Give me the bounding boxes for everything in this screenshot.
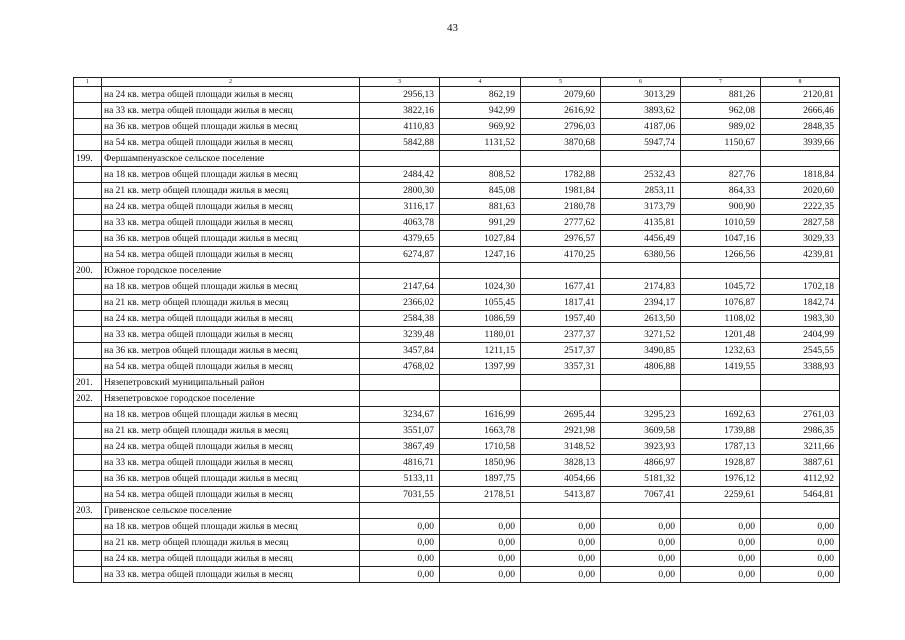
- table-row: [74, 103, 840, 119]
- value-cell: 1710,58: [440, 439, 521, 455]
- section-row: [74, 263, 840, 279]
- value-cell: 2259,61: [681, 487, 761, 503]
- section-title: Фершампенуазское сельское поселение: [102, 151, 360, 167]
- value-cell: 2986,35: [761, 423, 840, 439]
- value-cell: 1692,63: [681, 407, 761, 423]
- row-label: на 21 кв. метр общей площади жилья в месяц: [102, 183, 360, 199]
- value-cell: 2120,81: [761, 87, 840, 103]
- value-cell: 4456,49: [601, 231, 681, 247]
- value-cell: 1928,87: [681, 455, 761, 471]
- table-row: [74, 535, 840, 551]
- value-cell: 2584,38: [360, 311, 440, 327]
- row-label: на 36 кв. метров общей площади жилья в месяц: [102, 119, 360, 135]
- row-label: на 24 кв. метра общей площади жилья в месяц: [102, 439, 360, 455]
- column-number: 8: [761, 78, 840, 87]
- value-cell: 1739,88: [681, 423, 761, 439]
- table-row: [74, 167, 840, 183]
- value-cell: 3923,93: [601, 439, 681, 455]
- empty-cell: [440, 151, 521, 167]
- value-cell: 0,00: [521, 567, 601, 583]
- value-cell: 2853,11: [601, 183, 681, 199]
- table-row: [74, 231, 840, 247]
- table-row: [74, 295, 840, 311]
- value-cell: 3357,31: [521, 359, 601, 375]
- section-row: [74, 391, 840, 407]
- value-cell: 1817,41: [521, 295, 601, 311]
- column-number: 7: [681, 78, 761, 87]
- value-cell: 2921,98: [521, 423, 601, 439]
- page-number: 43: [447, 22, 458, 34]
- column-number: 5: [521, 78, 601, 87]
- value-cell: 4768,02: [360, 359, 440, 375]
- empty-index-cell: [74, 295, 102, 311]
- value-cell: 5413,87: [521, 487, 601, 503]
- value-cell: 3490,85: [601, 343, 681, 359]
- value-cell: 2377,37: [521, 327, 601, 343]
- value-cell: 2956,13: [360, 87, 440, 103]
- table-row: [74, 247, 840, 263]
- table-row: [74, 87, 840, 103]
- value-cell: 2079,60: [521, 87, 601, 103]
- empty-index-cell: [74, 359, 102, 375]
- empty-cell: [761, 151, 840, 167]
- value-cell: 3239,48: [360, 327, 440, 343]
- row-label: на 33 кв. метра общей площади жилья в месяц: [102, 455, 360, 471]
- value-cell: 1232,63: [681, 343, 761, 359]
- value-cell: 4063,78: [360, 215, 440, 231]
- value-cell: 3148,52: [521, 439, 601, 455]
- empty-cell: [601, 151, 681, 167]
- value-cell: 3029,33: [761, 231, 840, 247]
- empty-index-cell: [74, 455, 102, 471]
- row-label: на 54 кв. метра общей площади жилья в месяц: [102, 359, 360, 375]
- table-row: [74, 455, 840, 471]
- value-cell: 0,00: [761, 567, 840, 583]
- row-label: на 21 кв. метр общей площади жилья в месяц: [102, 295, 360, 311]
- empty-cell: [521, 503, 601, 519]
- value-cell: 2174,83: [601, 279, 681, 295]
- value-cell: 7067,41: [601, 487, 681, 503]
- value-cell: 5464,81: [761, 487, 840, 503]
- value-cell: 0,00: [601, 567, 681, 583]
- value-cell: 0,00: [601, 535, 681, 551]
- table-row: [74, 183, 840, 199]
- value-cell: 1677,41: [521, 279, 601, 295]
- empty-cell: [521, 151, 601, 167]
- row-label: на 54 кв. метра общей площади жилья в месяц: [102, 487, 360, 503]
- empty-cell: [360, 263, 440, 279]
- value-cell: 7031,55: [360, 487, 440, 503]
- row-label: на 18 кв. метров общей площади жилья в месяц: [102, 279, 360, 295]
- empty-cell: [681, 503, 761, 519]
- value-cell: 1055,45: [440, 295, 521, 311]
- empty-index-cell: [74, 311, 102, 327]
- value-cell: 2777,62: [521, 215, 601, 231]
- value-cell: 4170,25: [521, 247, 601, 263]
- value-cell: 4866,97: [601, 455, 681, 471]
- value-cell: 4187,06: [601, 119, 681, 135]
- empty-index-cell: [74, 535, 102, 551]
- value-cell: 3116,17: [360, 199, 440, 215]
- value-cell: 4110,83: [360, 119, 440, 135]
- value-cell: 0,00: [360, 519, 440, 535]
- value-cell: 3388,93: [761, 359, 840, 375]
- value-cell: 3893,62: [601, 103, 681, 119]
- value-cell: 0,00: [681, 551, 761, 567]
- empty-index-cell: [74, 247, 102, 263]
- value-cell: 5133,11: [360, 471, 440, 487]
- tariff-table: [73, 77, 840, 583]
- value-cell: 3457,84: [360, 343, 440, 359]
- value-cell: 4112,92: [761, 471, 840, 487]
- value-cell: 2222,35: [761, 199, 840, 215]
- value-cell: 1047,16: [681, 231, 761, 247]
- column-number: 6: [601, 78, 681, 87]
- value-cell: 0,00: [440, 567, 521, 583]
- value-cell: 3013,29: [601, 87, 681, 103]
- empty-index-cell: [74, 407, 102, 423]
- value-cell: 5181,32: [601, 471, 681, 487]
- value-cell: 2147,64: [360, 279, 440, 295]
- value-cell: 2178,51: [440, 487, 521, 503]
- row-label: на 24 кв. метра общей площади жилья в месяц: [102, 87, 360, 103]
- row-label: на 24 кв. метра общей площади жилья в месяц: [102, 551, 360, 567]
- value-cell: 0,00: [521, 551, 601, 567]
- value-cell: 4239,81: [761, 247, 840, 263]
- value-cell: 0,00: [681, 567, 761, 583]
- value-cell: 3295,23: [601, 407, 681, 423]
- value-cell: 864,33: [681, 183, 761, 199]
- row-label: на 18 кв. метров общей площади жилья в месяц: [102, 407, 360, 423]
- value-cell: 1045,72: [681, 279, 761, 295]
- value-cell: 3211,66: [761, 439, 840, 455]
- value-cell: 4054,66: [521, 471, 601, 487]
- value-cell: 0,00: [440, 551, 521, 567]
- empty-cell: [440, 263, 521, 279]
- value-cell: 2616,92: [521, 103, 601, 119]
- row-label: на 18 кв. метров общей площади жилья в месяц: [102, 519, 360, 535]
- empty-cell: [601, 375, 681, 391]
- section-row: [74, 503, 840, 519]
- empty-index-cell: [74, 487, 102, 503]
- value-cell: 2394,17: [601, 295, 681, 311]
- value-cell: 942,99: [440, 103, 521, 119]
- value-cell: 900,90: [681, 199, 761, 215]
- table-row: [74, 551, 840, 567]
- empty-index-cell: [74, 87, 102, 103]
- value-cell: 2517,37: [521, 343, 601, 359]
- value-cell: 0,00: [681, 519, 761, 535]
- value-cell: 1663,78: [440, 423, 521, 439]
- empty-cell: [360, 151, 440, 167]
- empty-cell: [440, 503, 521, 519]
- value-cell: 1150,67: [681, 135, 761, 151]
- value-cell: 1397,99: [440, 359, 521, 375]
- value-cell: 3887,61: [761, 455, 840, 471]
- table-row: [74, 135, 840, 151]
- value-cell: 0,00: [601, 551, 681, 567]
- value-cell: 1818,84: [761, 167, 840, 183]
- value-cell: 0,00: [440, 535, 521, 551]
- value-cell: 2848,35: [761, 119, 840, 135]
- value-cell: 5947,74: [601, 135, 681, 151]
- value-cell: 2484,42: [360, 167, 440, 183]
- row-label: на 54 кв. метра общей площади жилья в месяц: [102, 135, 360, 151]
- empty-cell: [761, 263, 840, 279]
- row-label: на 54 кв. метра общей площади жилья в месяц: [102, 247, 360, 263]
- value-cell: 1027,84: [440, 231, 521, 247]
- value-cell: 3870,68: [521, 135, 601, 151]
- value-cell: 1981,84: [521, 183, 601, 199]
- value-cell: 5842,88: [360, 135, 440, 151]
- section-title: Нязепетровское городское поселение: [102, 391, 360, 407]
- value-cell: 2800,30: [360, 183, 440, 199]
- row-label: на 33 кв. метра общей площади жилья в месяц: [102, 215, 360, 231]
- row-label: на 33 кв. метра общей площади жилья в месяц: [102, 103, 360, 119]
- value-cell: 1842,74: [761, 295, 840, 311]
- value-cell: 2695,44: [521, 407, 601, 423]
- value-cell: 881,26: [681, 87, 761, 103]
- table-row: [74, 439, 840, 455]
- section-index: 200.: [74, 263, 102, 279]
- empty-cell: [681, 263, 761, 279]
- empty-index-cell: [74, 279, 102, 295]
- empty-index-cell: [74, 519, 102, 535]
- empty-cell: [440, 391, 521, 407]
- row-label: на 36 кв. метров общей площади жилья в месяц: [102, 231, 360, 247]
- value-cell: 4379,65: [360, 231, 440, 247]
- value-cell: 845,08: [440, 183, 521, 199]
- value-cell: 0,00: [761, 519, 840, 535]
- value-cell: 4806,88: [601, 359, 681, 375]
- value-cell: 1108,02: [681, 311, 761, 327]
- table-row: [74, 471, 840, 487]
- empty-cell: [601, 503, 681, 519]
- value-cell: 808,52: [440, 167, 521, 183]
- value-cell: 2666,46: [761, 103, 840, 119]
- row-label: на 33 кв. метра общей площади жилья в месяц: [102, 327, 360, 343]
- table-row: [74, 327, 840, 343]
- section-index: 202.: [74, 391, 102, 407]
- value-cell: 0,00: [440, 519, 521, 535]
- empty-index-cell: [74, 439, 102, 455]
- table-row: [74, 359, 840, 375]
- value-cell: 1180,01: [440, 327, 521, 343]
- value-cell: 2761,03: [761, 407, 840, 423]
- row-label: на 21 кв. метр общей площади жилья в месяц: [102, 535, 360, 551]
- section-title: Гривенское сельское поселение: [102, 503, 360, 519]
- section-index: 201.: [74, 375, 102, 391]
- value-cell: 2404,99: [761, 327, 840, 343]
- table-row: [74, 311, 840, 327]
- empty-index-cell: [74, 343, 102, 359]
- value-cell: 0,00: [521, 519, 601, 535]
- row-label: на 36 кв. метров общей площади жилья в месяц: [102, 343, 360, 359]
- empty-cell: [761, 503, 840, 519]
- table-body: [74, 78, 840, 583]
- value-cell: 991,29: [440, 215, 521, 231]
- empty-index-cell: [74, 215, 102, 231]
- value-cell: 3828,13: [521, 455, 601, 471]
- table-row: [74, 215, 840, 231]
- value-cell: 0,00: [360, 535, 440, 551]
- value-cell: 881,63: [440, 199, 521, 215]
- section-row: [74, 375, 840, 391]
- row-label: на 24 кв. метра общей площади жилья в месяц: [102, 199, 360, 215]
- value-cell: 1201,48: [681, 327, 761, 343]
- column-number: 2: [102, 78, 360, 87]
- column-number-row: [74, 78, 840, 87]
- value-cell: 0,00: [601, 519, 681, 535]
- column-number: 3: [360, 78, 440, 87]
- value-cell: 3609,58: [601, 423, 681, 439]
- value-cell: 6380,56: [601, 247, 681, 263]
- empty-cell: [360, 375, 440, 391]
- empty-cell: [681, 375, 761, 391]
- value-cell: 3271,52: [601, 327, 681, 343]
- value-cell: 3867,49: [360, 439, 440, 455]
- value-cell: 1850,96: [440, 455, 521, 471]
- value-cell: 0,00: [360, 567, 440, 583]
- value-cell: 862,19: [440, 87, 521, 103]
- empty-index-cell: [74, 103, 102, 119]
- table-row: [74, 519, 840, 535]
- value-cell: 827,76: [681, 167, 761, 183]
- value-cell: 1024,30: [440, 279, 521, 295]
- table-row: [74, 343, 840, 359]
- value-cell: 2366,02: [360, 295, 440, 311]
- value-cell: 1211,15: [440, 343, 521, 359]
- value-cell: 6274,87: [360, 247, 440, 263]
- value-cell: 1787,13: [681, 439, 761, 455]
- value-cell: 1983,30: [761, 311, 840, 327]
- column-number: 4: [440, 78, 521, 87]
- table-row: [74, 199, 840, 215]
- value-cell: 1247,16: [440, 247, 521, 263]
- empty-index-cell: [74, 567, 102, 583]
- empty-cell: [360, 391, 440, 407]
- section-title: Нязепетровский муниципальный район: [102, 375, 360, 391]
- empty-cell: [521, 263, 601, 279]
- value-cell: 1010,59: [681, 215, 761, 231]
- value-cell: 1131,52: [440, 135, 521, 151]
- value-cell: 2976,57: [521, 231, 601, 247]
- value-cell: 3939,66: [761, 135, 840, 151]
- empty-cell: [601, 263, 681, 279]
- empty-cell: [681, 151, 761, 167]
- empty-index-cell: [74, 183, 102, 199]
- table-row: [74, 423, 840, 439]
- empty-index-cell: [74, 551, 102, 567]
- table-row: [74, 279, 840, 295]
- value-cell: 1957,40: [521, 311, 601, 327]
- empty-index-cell: [74, 327, 102, 343]
- value-cell: 2532,43: [601, 167, 681, 183]
- empty-index-cell: [74, 119, 102, 135]
- value-cell: 1897,75: [440, 471, 521, 487]
- value-cell: 3551,07: [360, 423, 440, 439]
- value-cell: 989,02: [681, 119, 761, 135]
- section-index: 199.: [74, 151, 102, 167]
- value-cell: 2545,55: [761, 343, 840, 359]
- row-label: на 21 кв. метр общей площади жилья в месяц: [102, 423, 360, 439]
- column-number: 1: [74, 78, 102, 87]
- empty-index-cell: [74, 167, 102, 183]
- empty-cell: [761, 391, 840, 407]
- empty-index-cell: [74, 423, 102, 439]
- empty-cell: [521, 391, 601, 407]
- empty-index-cell: [74, 231, 102, 247]
- empty-index-cell: [74, 199, 102, 215]
- value-cell: 0,00: [681, 535, 761, 551]
- empty-cell: [601, 391, 681, 407]
- empty-index-cell: [74, 135, 102, 151]
- value-cell: 1086,59: [440, 311, 521, 327]
- value-cell: 2796,03: [521, 119, 601, 135]
- value-cell: 0,00: [761, 535, 840, 551]
- row-label: на 33 кв. метра общей площади жилья в месяц: [102, 567, 360, 583]
- value-cell: 4135,81: [601, 215, 681, 231]
- value-cell: 0,00: [360, 551, 440, 567]
- value-cell: 1616,99: [440, 407, 521, 423]
- value-cell: 3173,79: [601, 199, 681, 215]
- section-index: 203.: [74, 503, 102, 519]
- value-cell: 0,00: [521, 535, 601, 551]
- value-cell: 2180,78: [521, 199, 601, 215]
- value-cell: 1076,87: [681, 295, 761, 311]
- empty-index-cell: [74, 471, 102, 487]
- empty-cell: [761, 375, 840, 391]
- row-label: на 36 кв. метров общей площади жилья в месяц: [102, 471, 360, 487]
- section-row: [74, 151, 840, 167]
- table-row: [74, 407, 840, 423]
- value-cell: 4816,71: [360, 455, 440, 471]
- value-cell: 2613,50: [601, 311, 681, 327]
- value-cell: 1976,12: [681, 471, 761, 487]
- value-cell: 3234,67: [360, 407, 440, 423]
- value-cell: 2827,58: [761, 215, 840, 231]
- table-row: [74, 567, 840, 583]
- value-cell: 2020,60: [761, 183, 840, 199]
- value-cell: 0,00: [761, 551, 840, 567]
- section-title: Южное городское поселение: [102, 263, 360, 279]
- value-cell: 1419,55: [681, 359, 761, 375]
- table-row: [74, 119, 840, 135]
- value-cell: 3822,16: [360, 103, 440, 119]
- empty-cell: [440, 375, 521, 391]
- row-label: на 24 кв. метра общей площади жилья в месяц: [102, 311, 360, 327]
- table-row: [74, 487, 840, 503]
- empty-cell: [521, 375, 601, 391]
- value-cell: 1266,56: [681, 247, 761, 263]
- value-cell: 1782,88: [521, 167, 601, 183]
- value-cell: 1702,18: [761, 279, 840, 295]
- value-cell: 962,08: [681, 103, 761, 119]
- value-cell: 969,92: [440, 119, 521, 135]
- empty-cell: [681, 391, 761, 407]
- row-label: на 18 кв. метров общей площади жилья в месяц: [102, 167, 360, 183]
- empty-cell: [360, 503, 440, 519]
